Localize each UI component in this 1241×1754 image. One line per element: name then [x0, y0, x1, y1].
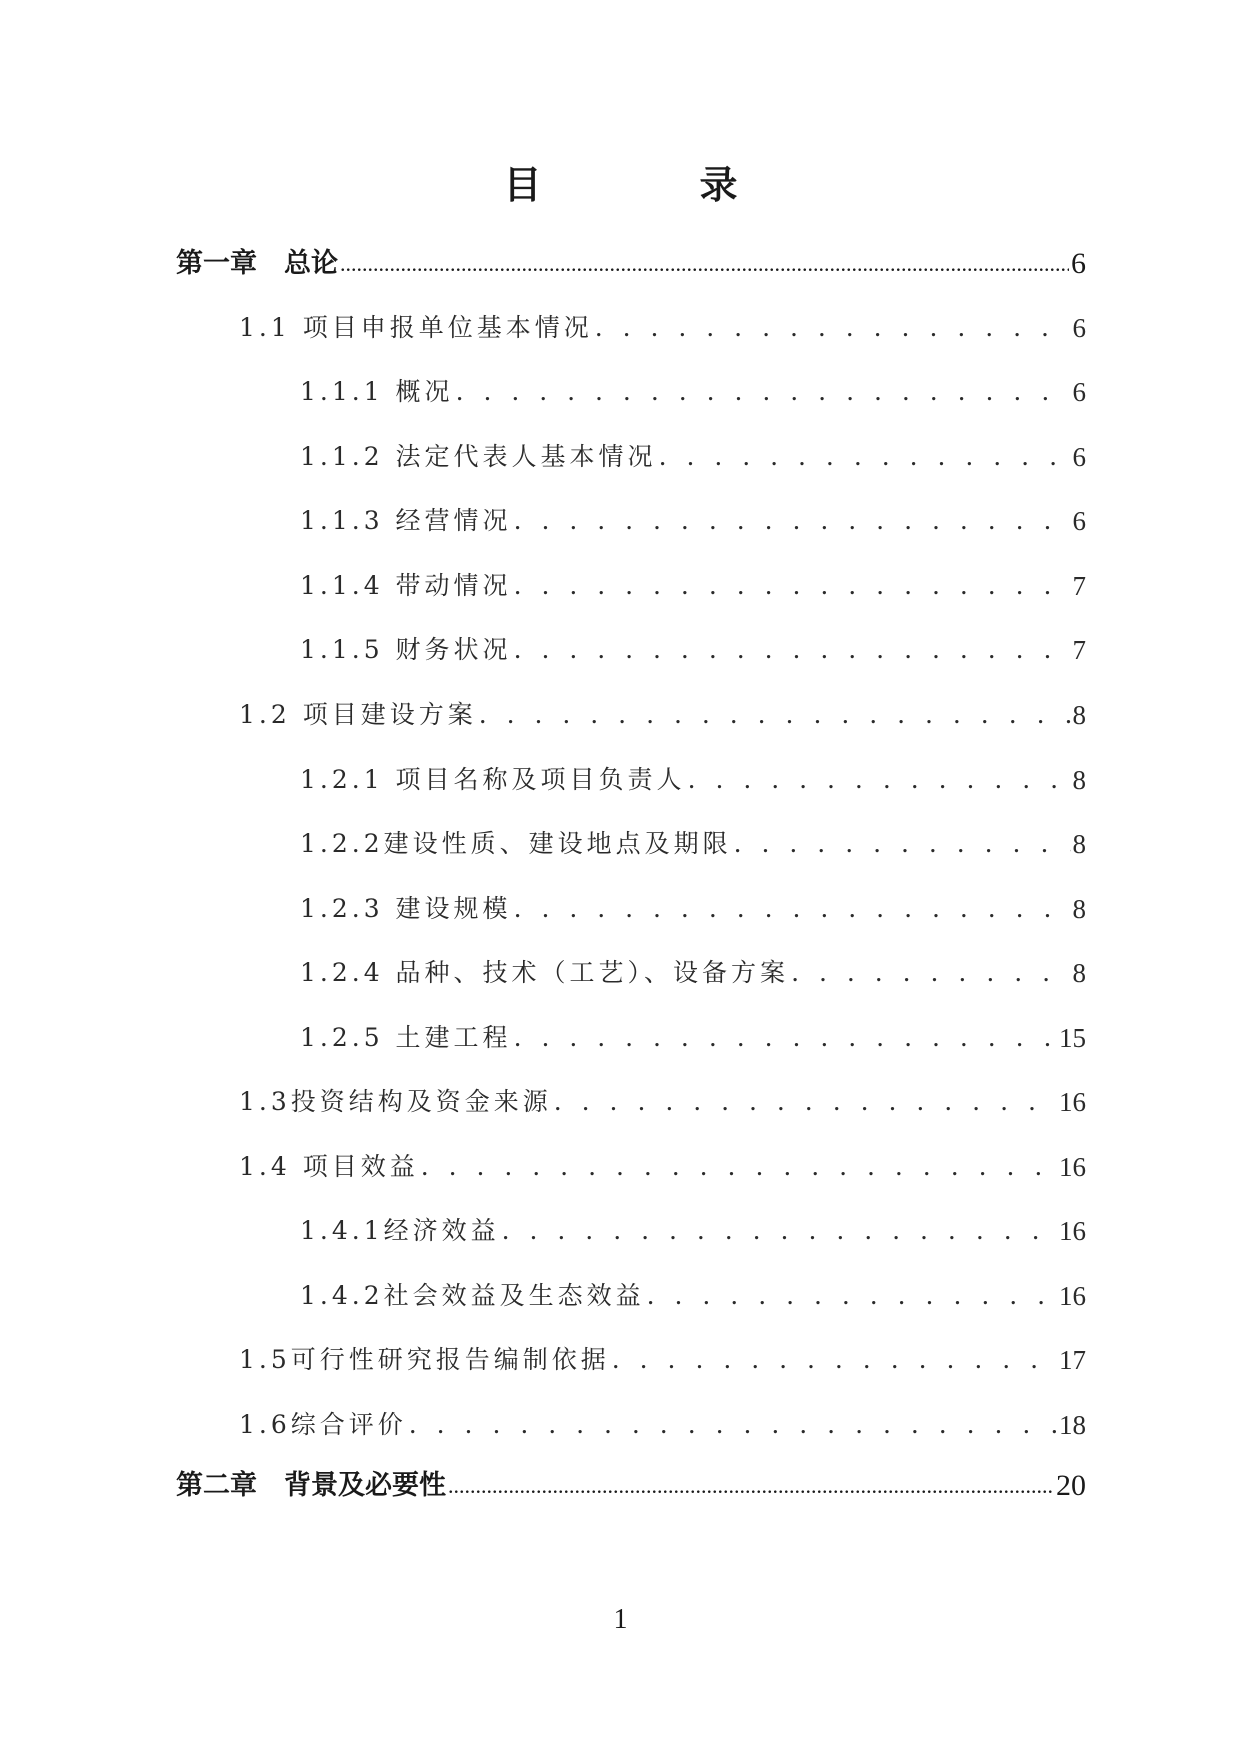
- toc-entry-1-2-5[interactable]: [300, 1014, 1086, 1058]
- toc-entry-1-2-3[interactable]: [300, 885, 1086, 929]
- toc-entry-page-number: 6: [1072, 377, 1086, 407]
- toc-entry-label: 1.1.1 概况: [300, 377, 454, 406]
- toc-entry-1-2-2[interactable]: [300, 820, 1086, 864]
- toc-entry-label: 1.1.3 经营情况: [300, 506, 512, 535]
- toc-dot-leader: [612, 1340, 1057, 1380]
- toc-entry-1-1-5[interactable]: [300, 626, 1086, 670]
- toc-entry-label: 1.2.4 品种、技术（工艺）、设备方案: [300, 958, 790, 987]
- toc-entry-page-number: 16: [1059, 1281, 1086, 1311]
- toc-entry-1-6[interactable]: [239, 1401, 1086, 1445]
- toc-entry-label: 1.2.3 建设规模: [300, 894, 512, 923]
- toc-dot-leader: [479, 695, 1071, 735]
- toc-entry-1-1-1[interactable]: [300, 368, 1086, 412]
- toc-entry-page-number: 6: [1072, 506, 1086, 536]
- toc-dot-leader: [595, 308, 1071, 348]
- toc-entry-page-number: 8: [1072, 958, 1086, 988]
- toc-entry-page-number: 20: [1056, 1469, 1086, 1502]
- toc-entry-label: 1.5可行性研究报告编制依据: [239, 1345, 610, 1374]
- page-title: 目 录: [503, 163, 798, 207]
- toc-entry-page-number: 18: [1059, 1410, 1086, 1440]
- toc-entry-label: 1.2.2建设性质、建设地点及期限: [300, 829, 732, 858]
- toc-entry-1-2[interactable]: [239, 691, 1086, 735]
- toc-entry-1-1-3[interactable]: [300, 497, 1086, 541]
- toc-entry-1-1-2[interactable]: [300, 433, 1086, 477]
- toc-dot-leader: [514, 566, 1071, 606]
- toc-entry-page-number: 16: [1059, 1152, 1086, 1182]
- toc-dot-leader: [448, 1465, 1054, 1506]
- toc-entry-1-4-1[interactable]: [300, 1207, 1086, 1251]
- toc-entry-page-number: 6: [1072, 313, 1086, 343]
- toc-entry-label: 1.1 项目申报单位基本情况: [239, 313, 593, 342]
- toc-dot-leader: [659, 437, 1071, 477]
- toc-entry-label: 1.1.2 法定代表人基本情况: [300, 442, 657, 471]
- toc-entry-1-1-4[interactable]: [300, 562, 1086, 606]
- toc-entry-page-number: 7: [1072, 571, 1086, 601]
- toc-dot-leader: [340, 243, 1069, 284]
- toc-dot-leader: [456, 372, 1071, 412]
- toc-entry-label: 1.4.1经济效益: [300, 1216, 500, 1245]
- toc-entry-page-number: 16: [1059, 1087, 1086, 1117]
- toc-dot-leader: [688, 760, 1071, 800]
- toc-entry-label: 第一章 总论: [176, 248, 338, 279]
- toc-dot-leader: [734, 824, 1071, 864]
- toc-dot-leader: [514, 630, 1071, 670]
- toc-entry-label: 第二章 背景及必要性: [176, 1470, 446, 1501]
- toc-entry-page-number: 8: [1072, 894, 1086, 924]
- toc-entry-label: 1.3投资结构及资金来源: [239, 1087, 552, 1116]
- toc-dot-leader: [514, 889, 1071, 929]
- toc-entry-page-number: 17: [1059, 1345, 1086, 1375]
- toc-dot-leader: [514, 1018, 1057, 1058]
- toc-entry-1-2-1[interactable]: [300, 756, 1086, 800]
- toc-entry-label: 1.1.5 财务状况: [300, 635, 512, 664]
- toc-entry-label: 1.2.1 项目名称及项目负责人: [300, 765, 686, 794]
- toc-dot-leader: [421, 1147, 1057, 1187]
- toc-entry-1-4[interactable]: [239, 1143, 1086, 1187]
- toc-dot-leader: [502, 1211, 1057, 1251]
- toc-entry-1-1[interactable]: [239, 304, 1086, 348]
- toc-entry-page-number: 8: [1072, 765, 1086, 795]
- toc-entry-label: 1.2 项目建设方案: [239, 700, 477, 729]
- toc-entry-1-5[interactable]: [239, 1336, 1086, 1380]
- toc-dot-leader: [409, 1405, 1057, 1445]
- toc-entry-label: 1.2.5 土建工程: [300, 1023, 512, 1052]
- page-number: 1: [613, 1604, 628, 1635]
- toc-entry-page-number: 7: [1072, 635, 1086, 665]
- toc-entry-page-number: 6: [1071, 247, 1086, 280]
- toc-entry-1-3[interactable]: [239, 1078, 1086, 1122]
- toc-entry-page-number: 8: [1072, 829, 1086, 859]
- toc-dot-leader: [791, 953, 1070, 993]
- toc-entry-chapter-2[interactable]: [176, 1462, 1086, 1506]
- toc-entry-1-4-2[interactable]: [300, 1272, 1086, 1316]
- toc-entry-label: 1.1.4 带动情况: [300, 571, 512, 600]
- toc-entry-label: 1.4.2社会效益及生态效益: [300, 1281, 645, 1310]
- toc-dot-leader: [514, 501, 1071, 541]
- toc-entry-label: 1.6综合评价: [239, 1410, 407, 1439]
- toc-entry-page-number: 8: [1072, 700, 1086, 730]
- toc-entry-1-2-4[interactable]: [300, 949, 1086, 993]
- toc-entry-label: 1.4 项目效益: [239, 1152, 419, 1181]
- toc-entry-page-number: 15: [1059, 1023, 1086, 1053]
- toc-dot-leader: [554, 1082, 1057, 1122]
- toc-entry-page-number: 6: [1072, 442, 1086, 472]
- toc-dot-leader: [647, 1276, 1057, 1316]
- toc-entry-page-number: 16: [1059, 1216, 1086, 1246]
- toc-entry-chapter-1[interactable]: [176, 240, 1086, 284]
